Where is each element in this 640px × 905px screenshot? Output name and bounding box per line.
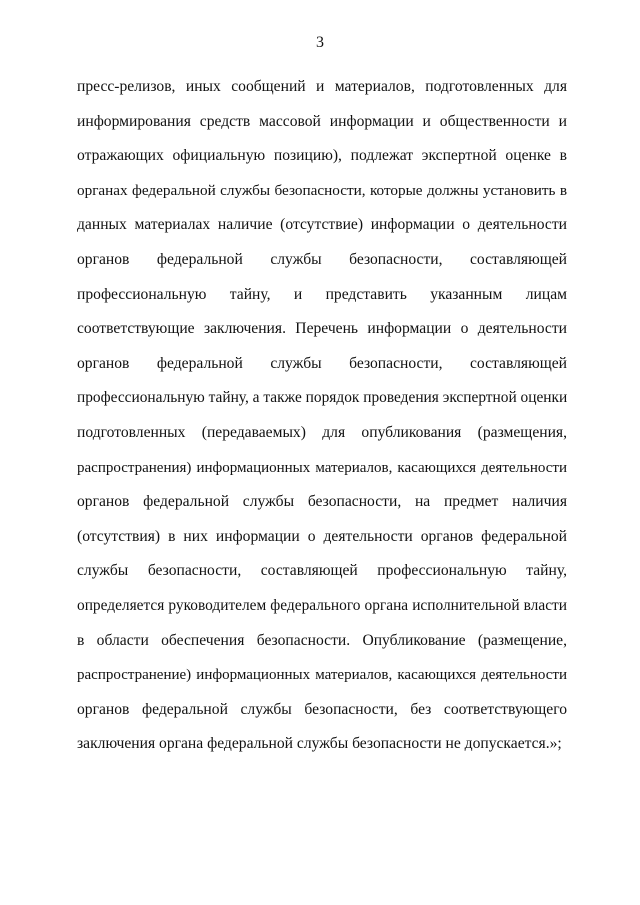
text-line: профессиональную тайну, и представить указанным лицам bbox=[77, 285, 567, 303]
text-line: информирования средств массовой информации и общественности и bbox=[77, 112, 567, 130]
text-line: подготовленных (передаваемых) для опубликования (размещения, bbox=[77, 423, 567, 441]
text-line: определяется руководителем федерального органа исполнительной власти bbox=[77, 596, 567, 614]
text-line: органов федеральной службы безопасности, составляющей bbox=[77, 354, 567, 372]
page-number: 3 bbox=[316, 34, 324, 51]
text-line-last: заключения органа федеральной службы безопасности не допускается.»; bbox=[77, 735, 562, 753]
text-line: органах федеральной службы безопасности, которые должны установить в bbox=[77, 181, 567, 199]
text-line: отражающих официальную позицию), подлежат экспертной оценке в bbox=[77, 147, 567, 165]
text-line: распространение) информационных материалов, касающихся деятельности bbox=[77, 667, 567, 684]
text-line: органов федеральной службы безопасности, на предмет наличия bbox=[77, 493, 567, 511]
text-line: соответствующие заключения. Перечень информации о деятельности bbox=[77, 320, 567, 338]
text-line: в области обеспечения безопасности. Опубликование (размещение, bbox=[77, 631, 567, 649]
text-line: (отсутствия) в них информации о деятельности органов федеральной bbox=[77, 527, 567, 545]
text-line: службы безопасности, составляющей профессиональную тайну, bbox=[77, 562, 567, 580]
body-text bbox=[77, 77, 567, 769]
text-line: органов федеральной службы безопасности, составляющей bbox=[77, 250, 567, 268]
text-line: пресс-релизов, иных сообщений и материалов, подготовленных для bbox=[77, 78, 567, 95]
text-line: профессиональную тайну, а также порядок проведения экспертной оценки bbox=[77, 389, 568, 407]
text-line: данных материалах наличие (отсутствие) информации о деятельности bbox=[77, 216, 567, 234]
text-line: распространения) информационных материалов, касающихся деятельности bbox=[77, 459, 567, 476]
text-line: органов федеральной службы безопасности, без соответствующего bbox=[77, 700, 567, 718]
